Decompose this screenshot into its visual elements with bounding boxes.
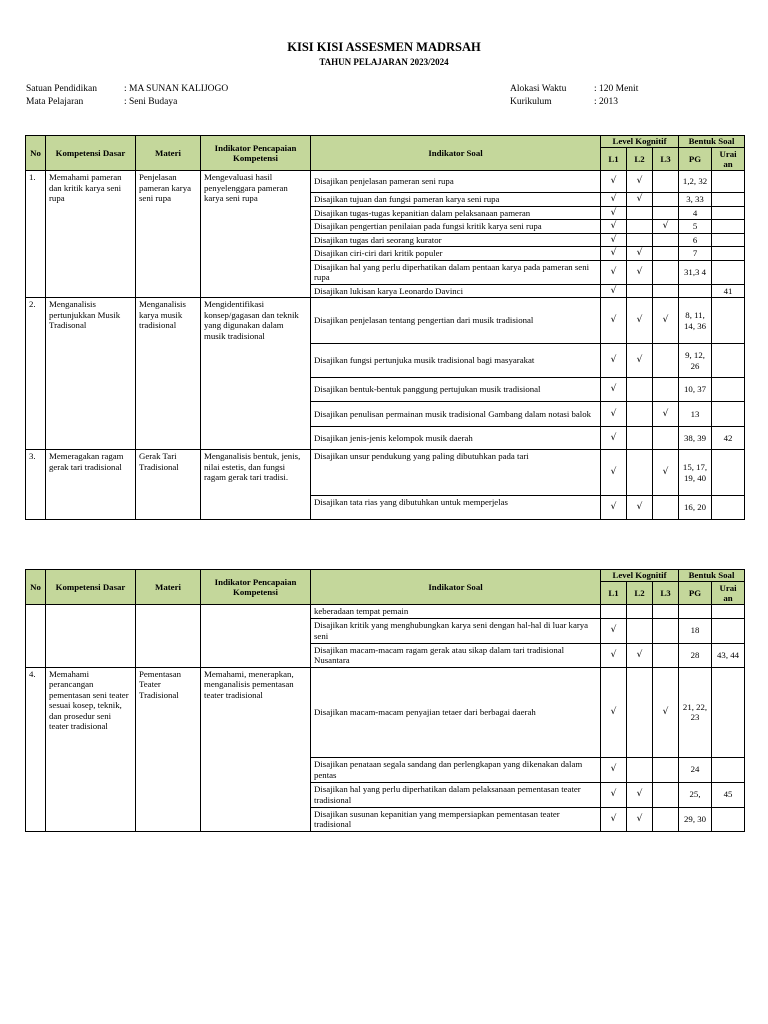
- header-bentuk-soal: Bentuk Soal: [679, 570, 745, 582]
- cell-level-l2: √: [627, 643, 653, 667]
- cell-level-l3: √: [653, 667, 679, 757]
- cell-uraian: [712, 378, 745, 402]
- header-l3: L3: [653, 582, 679, 605]
- cell-level-l2: [627, 427, 653, 450]
- cell-uraian: [712, 298, 745, 344]
- cell-level-l1: √: [601, 171, 627, 193]
- cell-level-l1: √: [601, 807, 627, 831]
- cell-level-l2: √: [627, 782, 653, 807]
- cell-pg: 38, 39: [679, 427, 712, 450]
- header-pg: PG: [679, 582, 712, 605]
- cell-level-l2: √: [627, 260, 653, 284]
- table-row: [26, 605, 745, 619]
- cell-pg: 16, 20: [679, 496, 712, 520]
- cell-indikator-pencapaian: Menganalisis bentuk, jenis, nilai estetis, dan fungsi ragam gerak tari tradisi.: [201, 450, 311, 520]
- cell-level-l2: [627, 220, 653, 234]
- cell-uraian: [712, 757, 745, 782]
- header-level-kognitif: Level Kognitif: [601, 570, 679, 582]
- cell-level-l3: [653, 171, 679, 193]
- cell-indikator-soal: Disajikan macam-macam penyajian tetaer dari berbagai daerah: [311, 667, 601, 757]
- header-l2: L2: [627, 148, 653, 171]
- cell-indikator-soal: Disajikan penjelasan pameran seni rupa: [311, 171, 601, 193]
- header-uraian: Urai an: [712, 148, 745, 171]
- cell-pg: 28: [679, 643, 712, 667]
- cell-pg: 15, 17, 19, 40: [679, 450, 712, 496]
- cell-uraian: [712, 667, 745, 757]
- cell-level-l1: √: [601, 667, 627, 757]
- cell-kompetensi-dasar: Memahami perancangan pementasan seni teater sesuai kosep, teknik, dan prosedur seni teater tradisional: [46, 667, 136, 831]
- cell-level-l1: √: [601, 298, 627, 344]
- cell-no: 3.: [26, 450, 46, 520]
- cell-materi: [136, 605, 201, 668]
- cell-pg: 3, 33: [679, 193, 712, 207]
- cell-level-l1: √: [601, 260, 627, 284]
- cell-indikator-soal: Disajikan tugas dari seorang kurator: [311, 233, 601, 247]
- cell-pg: 21, 22, 23: [679, 667, 712, 757]
- cell-level-l3: [653, 427, 679, 450]
- kisi-table-1: [25, 135, 745, 520]
- cell-level-l2: √: [627, 344, 653, 378]
- cell-level-l3: [653, 260, 679, 284]
- cell-no: 1.: [26, 171, 46, 298]
- cell-uraian: [712, 605, 745, 619]
- cell-indikator-pencapaian: Memahami, menerapkan, menganalisis pementasan teater tradisional: [201, 667, 311, 831]
- cell-indikator-soal: Disajikan ciri-ciri dari kritik populer: [311, 247, 601, 261]
- cell-materi: Penjelasan pameran karya seni rupa: [136, 171, 201, 298]
- header-materi: Materi: [136, 570, 201, 605]
- cell-level-l2: [627, 284, 653, 298]
- cell-level-l1: √: [601, 344, 627, 378]
- cell-materi: Pementasan Teater Tradisional: [136, 667, 201, 831]
- cell-indikator-soal: keberadaan tempat pemain: [311, 605, 601, 619]
- cell-indikator-soal: Disajikan pengertian penilaian pada fungsi kritik karya seni rupa: [311, 220, 601, 234]
- cell-uraian: [712, 402, 745, 427]
- document-title: KISI KISI ASSESMEN MADRSAH: [287, 40, 481, 54]
- cell-no: 4.: [26, 667, 46, 831]
- cell-level-l3: [653, 233, 679, 247]
- cell-uraian: [712, 193, 745, 207]
- cell-level-l3: [653, 193, 679, 207]
- header-no: No: [26, 570, 46, 605]
- cell-indikator-soal: Disajikan penataan segala sandang dan perlengkapan yang dikenakan dalam pentas: [311, 757, 601, 782]
- header-l1: L1: [601, 148, 627, 171]
- cell-pg: 1,2, 32: [679, 171, 712, 193]
- cell-pg: [679, 605, 712, 619]
- cell-indikator-soal: Disajikan tugas-tugas kepanitian dalam pelaksanaan pameran: [311, 206, 601, 220]
- cell-level-l1: √: [601, 402, 627, 427]
- cell-level-l2: [627, 757, 653, 782]
- cell-level-l1: √: [601, 757, 627, 782]
- header-l3: L3: [653, 148, 679, 171]
- header-pg: PG: [679, 148, 712, 171]
- cell-pg: 7: [679, 247, 712, 261]
- meta-kurikulum-label: Kurikulum: [510, 97, 552, 107]
- cell-pg: 31,3 4: [679, 260, 712, 284]
- meta-kurikulum-value: : 2013: [594, 97, 619, 107]
- cell-uraian: [712, 220, 745, 234]
- cell-indikator-soal: Disajikan macam-macam ragam gerak atau sikap dalam tari tradisional Nusantara: [311, 643, 601, 667]
- header-indikator-pencapaian: Indikator Pencapaian Kompetensi: [201, 136, 311, 171]
- cell-level-l2: √: [627, 247, 653, 261]
- meta-left: [26, 83, 228, 109]
- header-indikator-pencapaian: Indikator Pencapaian Kompetensi: [201, 570, 311, 605]
- cell-indikator-soal: Disajikan penjelasan tentang pengertian dari musik tradisional: [311, 298, 601, 344]
- cell-uraian: [712, 807, 745, 831]
- cell-pg: 25,: [679, 782, 712, 807]
- cell-level-l3: [653, 618, 679, 643]
- cell-level-l1: [601, 605, 627, 619]
- cell-pg: 18: [679, 618, 712, 643]
- header-kompetensi-dasar: Kompetensi Dasar: [46, 136, 136, 171]
- document-subtitle: TAHUN PELAJARAN 2023/2024: [319, 57, 449, 67]
- cell-level-l3: [653, 378, 679, 402]
- cell-pg: 10, 37: [679, 378, 712, 402]
- cell-level-l1: √: [601, 220, 627, 234]
- cell-pg: 5: [679, 220, 712, 234]
- header-bentuk-soal: Bentuk Soal: [679, 136, 745, 148]
- cell-level-l1: √: [601, 618, 627, 643]
- cell-uraian: [712, 206, 745, 220]
- meta-right: [510, 83, 638, 109]
- cell-uraian: [712, 450, 745, 496]
- cell-level-l3: [653, 496, 679, 520]
- cell-uraian: [712, 171, 745, 193]
- cell-level-l2: [627, 402, 653, 427]
- cell-indikator-soal: Disajikan bentuk-bentuk panggung pertujukan musik tradisional: [311, 378, 601, 402]
- cell-level-l3: √: [653, 298, 679, 344]
- cell-kompetensi-dasar: Memahami pameran dan kritik karya seni rupa: [46, 171, 136, 298]
- header-indikator-soal: Indikator Soal: [311, 570, 601, 605]
- cell-indikator-pencapaian: [201, 605, 311, 668]
- cell-level-l2: √: [627, 807, 653, 831]
- header-no: No: [26, 136, 46, 171]
- cell-level-l3: √: [653, 220, 679, 234]
- cell-uraian: 42: [712, 427, 745, 450]
- cell-indikator-soal: Disajikan tata rias yang dibutuhkan untuk memperjelas: [311, 496, 601, 520]
- header-indikator-soal: Indikator Soal: [311, 136, 601, 171]
- cell-level-l3: √: [653, 402, 679, 427]
- cell-level-l3: [653, 782, 679, 807]
- table-row: [26, 450, 745, 496]
- cell-level-l1: √: [601, 378, 627, 402]
- cell-indikator-soal: Disajikan tujuan dan fungsi pameran karya seni rupa: [311, 193, 601, 207]
- cell-level-l3: [653, 643, 679, 667]
- cell-level-l1: √: [601, 247, 627, 261]
- cell-kompetensi-dasar: Menganalisis pertunjukkan Musik Tradisonal: [46, 298, 136, 450]
- table-row: [26, 667, 745, 757]
- cell-level-l3: √: [653, 450, 679, 496]
- cell-level-l3: [653, 807, 679, 831]
- cell-indikator-soal: Disajikan hal yang perlu diperhatikan dalam pelaksanaan pementasan teater tradisional: [311, 782, 601, 807]
- cell-indikator-soal: Disajikan jenis-jenis kelompok musik daerah: [311, 427, 601, 450]
- table-row: [26, 171, 745, 193]
- cell-uraian: 43, 44: [712, 643, 745, 667]
- cell-indikator-soal: Disajikan unsur pendukung yang paling dibutuhkan pada tari: [311, 450, 601, 496]
- cell-materi: Menganalisis karya musik tradisional: [136, 298, 201, 450]
- header-kompetensi-dasar: Kompetensi Dasar: [46, 570, 136, 605]
- cell-level-l1: √: [601, 427, 627, 450]
- cell-level-l1: √: [601, 450, 627, 496]
- cell-level-l2: [627, 378, 653, 402]
- cell-uraian: [712, 247, 745, 261]
- cell-level-l2: [627, 605, 653, 619]
- cell-indikator-soal: Disajikan penulisan permainan musik tradisional Gambang dalam notasi balok: [311, 402, 601, 427]
- cell-level-l2: [627, 667, 653, 757]
- cell-pg: 6: [679, 233, 712, 247]
- cell-indikator-soal: Disajikan fungsi pertunjuka musik tradisional bagi masyarakat: [311, 344, 601, 378]
- cell-uraian: [712, 496, 745, 520]
- cell-uraian: [712, 344, 745, 378]
- cell-indikator-soal: Disajikan susunan kepanitian yang mempersiapkan pementasan teater tradisional: [311, 807, 601, 831]
- header-level-kognitif: Level Kognitif: [601, 136, 679, 148]
- cell-pg: 24: [679, 757, 712, 782]
- cell-pg: 8, 11, 14, 36: [679, 298, 712, 344]
- cell-pg: 13: [679, 402, 712, 427]
- kisi-table-2: [25, 569, 745, 832]
- meta-mapel-label: Mata Pelajaran: [26, 97, 84, 107]
- cell-pg: 4: [679, 206, 712, 220]
- cell-level-l2: [627, 233, 653, 247]
- cell-level-l1: √: [601, 233, 627, 247]
- meta-alokasi-label: Alokasi Waktu: [510, 84, 567, 94]
- cell-level-l2: √: [627, 171, 653, 193]
- cell-level-l2: √: [627, 193, 653, 207]
- cell-kompetensi-dasar: [46, 605, 136, 668]
- cell-level-l1: √: [601, 496, 627, 520]
- cell-level-l3: [653, 757, 679, 782]
- cell-uraian: [712, 618, 745, 643]
- header-materi: Materi: [136, 136, 201, 171]
- cell-level-l3: [653, 605, 679, 619]
- cell-level-l1: √: [601, 284, 627, 298]
- cell-pg: [679, 284, 712, 298]
- cell-no: 2.: [26, 298, 46, 450]
- header-l1: L1: [601, 582, 627, 605]
- cell-level-l2: [627, 450, 653, 496]
- meta-alokasi-value: : 120 Menit: [594, 84, 639, 94]
- cell-uraian: [712, 260, 745, 284]
- cell-indikator-soal: Disajikan kritik yang menghubungkan karya seni dengan hal-hal di luar karya seni: [311, 618, 601, 643]
- cell-uraian: 41: [712, 284, 745, 298]
- cell-level-l2: [627, 618, 653, 643]
- cell-level-l3: [653, 206, 679, 220]
- meta-satuan-label: Satuan Pendidikan: [26, 84, 97, 94]
- cell-level-l1: √: [601, 782, 627, 807]
- cell-level-l3: [653, 247, 679, 261]
- header-l2: L2: [627, 582, 653, 605]
- cell-level-l1: √: [601, 643, 627, 667]
- meta-satuan-value: : MA SUNAN KALIJOGO: [124, 84, 229, 94]
- header-uraian: Urai an: [712, 582, 745, 605]
- cell-pg: 9, 12, 26: [679, 344, 712, 378]
- cell-level-l1: √: [601, 193, 627, 207]
- cell-level-l1: √: [601, 206, 627, 220]
- cell-indikator-soal: Disajikan hal yang perlu diperhatikan dalam pentaan karya pada pameran seni rupa: [311, 260, 601, 284]
- cell-indikator-pencapaian: Mengidentifikasi konsep/gagasan dan teknik yang digunakan dalam musik tradisional: [201, 298, 311, 450]
- cell-indikator-pencapaian: Mengevaluasi hasil penyelenggara pameran karya seni rupa: [201, 171, 311, 298]
- cell-materi: Gerak Tari Tradisional: [136, 450, 201, 520]
- cell-no: [26, 605, 46, 668]
- table-row: [26, 298, 745, 344]
- cell-pg: 29, 30: [679, 807, 712, 831]
- cell-level-l3: [653, 344, 679, 378]
- cell-level-l3: [653, 284, 679, 298]
- meta-mapel-value: : Seni Budaya: [124, 97, 178, 107]
- cell-level-l2: √: [627, 298, 653, 344]
- cell-level-l2: √: [627, 496, 653, 520]
- cell-kompetensi-dasar: Memeragakan ragam gerak tari tradisional: [46, 450, 136, 520]
- cell-indikator-soal: Disajikan lukisan karya Leonardo Davinci: [311, 284, 601, 298]
- cell-uraian: [712, 233, 745, 247]
- cell-level-l2: [627, 206, 653, 220]
- cell-uraian: 45: [712, 782, 745, 807]
